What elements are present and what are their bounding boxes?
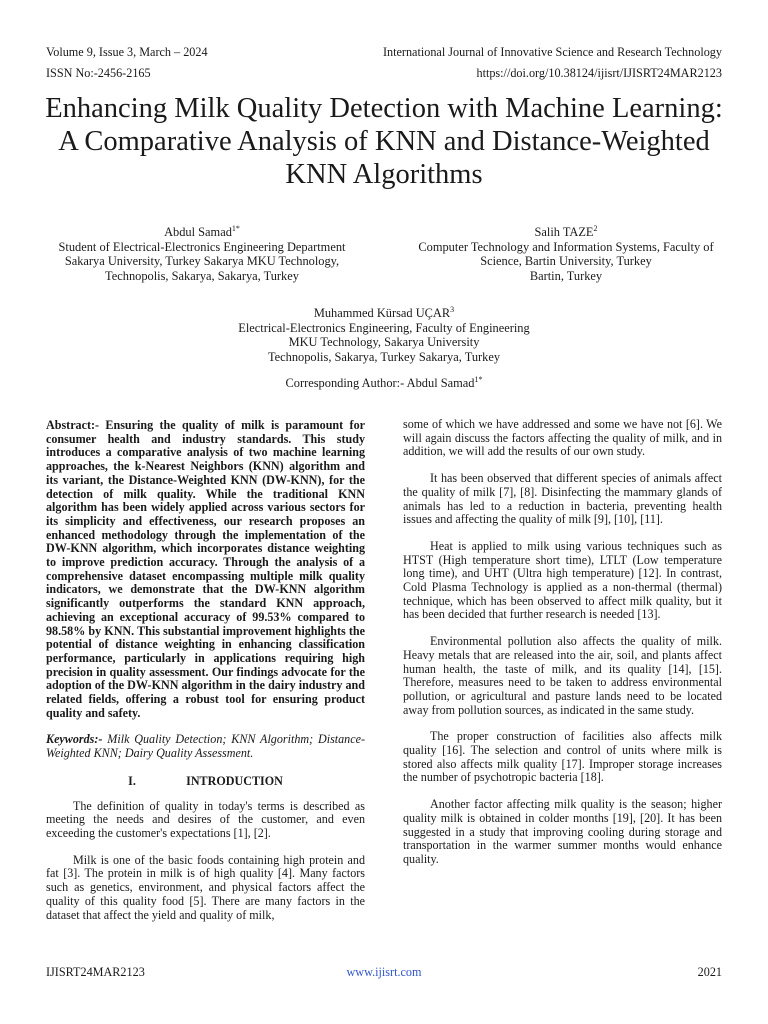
abstract: Abstract:- Ensuring the quality of milk is paramount for consumer health and industry standards. This study introduces a comparative analysis of two machine learning approaches, the k-Nearest Neighbors (KNN) algorithm and its variant, the Distance-Weighted KNN (DW-KNN), for the detection of milk quality. While the traditional KNN algorithm has been widely applied across various sectors for its simplicity and effectiveness, our research proposes an enhanced methodology through the implementation of the DW-KNN algorithm, which incorporates distance weighting to improve prediction accuracy. Through the analysis of a comprehensive dataset encompassing multiple milk quality indicators, we demonstrate that the DW-KNN algorithm significantly outperforms the standard KNN approach, achieving an exceptional accuracy of 99.53% compared to 98.58% by KNN. This substantial improvement highlights the potential of distance weighting in enhancing classification performance, particularly in applications requiring high precision in quality assessment. Our findings advocate for the adoption of the DW-KNN algorithm in the dairy industry and related fields, offering a robust tool for ensuring product quality and safety. <box>46 418 365 720</box>
author-affiliation-line: MKU Technology, Sakarya University <box>288 335 480 349</box>
page-number: 2021 <box>697 965 722 979</box>
header-journal: International Journal of Innovative Science and Research Technology <box>382 45 722 59</box>
footer-id: IJISRT24MAR2123 <box>46 965 145 979</box>
section-heading <box>46 775 365 789</box>
keywords-label: Keywords:- <box>46 732 103 747</box>
section-number: I. <box>128 773 136 788</box>
body-paragraph: Environmental pollution also affects the quality of milk. Heavy metals that are released into the air, soil, and plants affect human health, the taste of milk, and its quality [14], [15]. Therefore, measures need to be taken to address environmental pollution, or agricultural and pasture lands need to be located away from pollution sources, as indicated in the same study. <box>403 634 722 717</box>
corresponding-author: Corresponding Author:- Abdul Samad$^{1*}$ <box>285 374 483 390</box>
header-issn: ISSN No:-2456-2165 <box>46 66 151 80</box>
body-paragraph: It has been observed that different species of animals affect the quality of milk [7], [8]. Disinfecting the mammary glands of animals has led to a reduction in bacteria, preventing health issues and affecting the quality of milk [9], [10], [11]. <box>403 471 722 527</box>
body-paragraph: The definition of quality in today's terms is described as meeting the needs and desires of the customer, and even exceeding the customer's expectations [1], [2]. <box>46 798 365 840</box>
body-paragraph: Milk is one of the basic foods containing high protein and fat [3]. The protein in milk is of high quality [4]. Many factors such as genetics, environment, and physical factors affect the quality of this quality food [5]. There are many factors in the dataset that affect the yield and quality of milk, <box>46 852 365 922</box>
section-title: INTRODUCTION <box>186 773 283 788</box>
keywords <box>46 733 365 760</box>
author-affiliation-line: Technopolis, Sakarya, Turkey Sakarya, Turkey <box>267 349 501 364</box>
body-paragraph-continuation: some of which we have addressed and some we have not [6]. We will again discuss the factors affecting the quality of milk, and in addition, we will add the results of our own study. <box>403 417 722 459</box>
author-name: Salih TAZE$^2$ <box>534 223 598 239</box>
author-name: Muhammed Kürsad UÇAR$^3$ <box>313 304 455 320</box>
author-block-2 <box>386 225 746 283</box>
header-doi[interactable]: https://doi.org/10.38124/ijisrt/IJISRT24MAR2123 <box>476 66 722 80</box>
body-paragraph: The proper construction of facilities also affects milk quality [16]. The selection and control of units where milk is stored also affects milk quality [17]. Improper storage increases the number of psychotropic bacteria [18]. <box>403 729 722 785</box>
author-block-1 <box>22 225 382 283</box>
author-block-3 <box>184 306 584 364</box>
right-column <box>403 418 722 867</box>
author-affiliation-line: Electrical-Electronics Engineering, Faculty of Engineering <box>238 320 530 335</box>
author-affiliation-line: Sakarya University, Turkey Sakarya MKU Technology, <box>64 254 340 268</box>
body-paragraph: Another factor affecting milk quality is the season; higher quality milk is obtained in colder months [19], [20]. It has been suggested in a study that improving cooling during storage and transportation in the warmer summer months would enhance quality. <box>403 797 722 866</box>
author-affiliation-line: Science, Bartin University, Turkey <box>480 254 652 268</box>
body-paragraph: Heat is applied to milk using various techniques such as HTST (High temperature short time), LTLT (Low temperature long time), and UHT (Ultra high temperature) [12]. In contrast, Cold Plasma Technology is applied as a non-thermal (thermal) technique, which has been observed to affect milk quality, but it has been decided that further research is needed [13]. <box>403 538 722 622</box>
author-affiliation-line: Computer Technology and Information Systems, Faculty of <box>418 239 714 254</box>
paper-title: Enhancing Milk Quality Detection with Machine Learning: A Comparative Analysis of KNN and Distance-Weighted KNN Algorithms <box>45 93 723 190</box>
header-volume: Volume 9, Issue 3, March – 2024 <box>46 45 208 59</box>
author-affiliation-line: Student of Electrical-Electronics Engineering Department <box>58 239 346 254</box>
author-affiliation-line: Technopolis, Sakarya, Sakarya, Turkey <box>105 268 299 283</box>
footer-website-link[interactable]: www.ijisrt.com <box>346 965 422 979</box>
author-affiliation-line: Bartin, Turkey <box>529 268 603 283</box>
keywords-text: Milk Quality Detection; KNN Algorithm; Distance-Weighted KNN; Dairy Quality Assessment. <box>46 732 365 761</box>
author-name: Abdul Samad$^{1*}$ <box>164 223 240 239</box>
left-column <box>46 419 365 922</box>
